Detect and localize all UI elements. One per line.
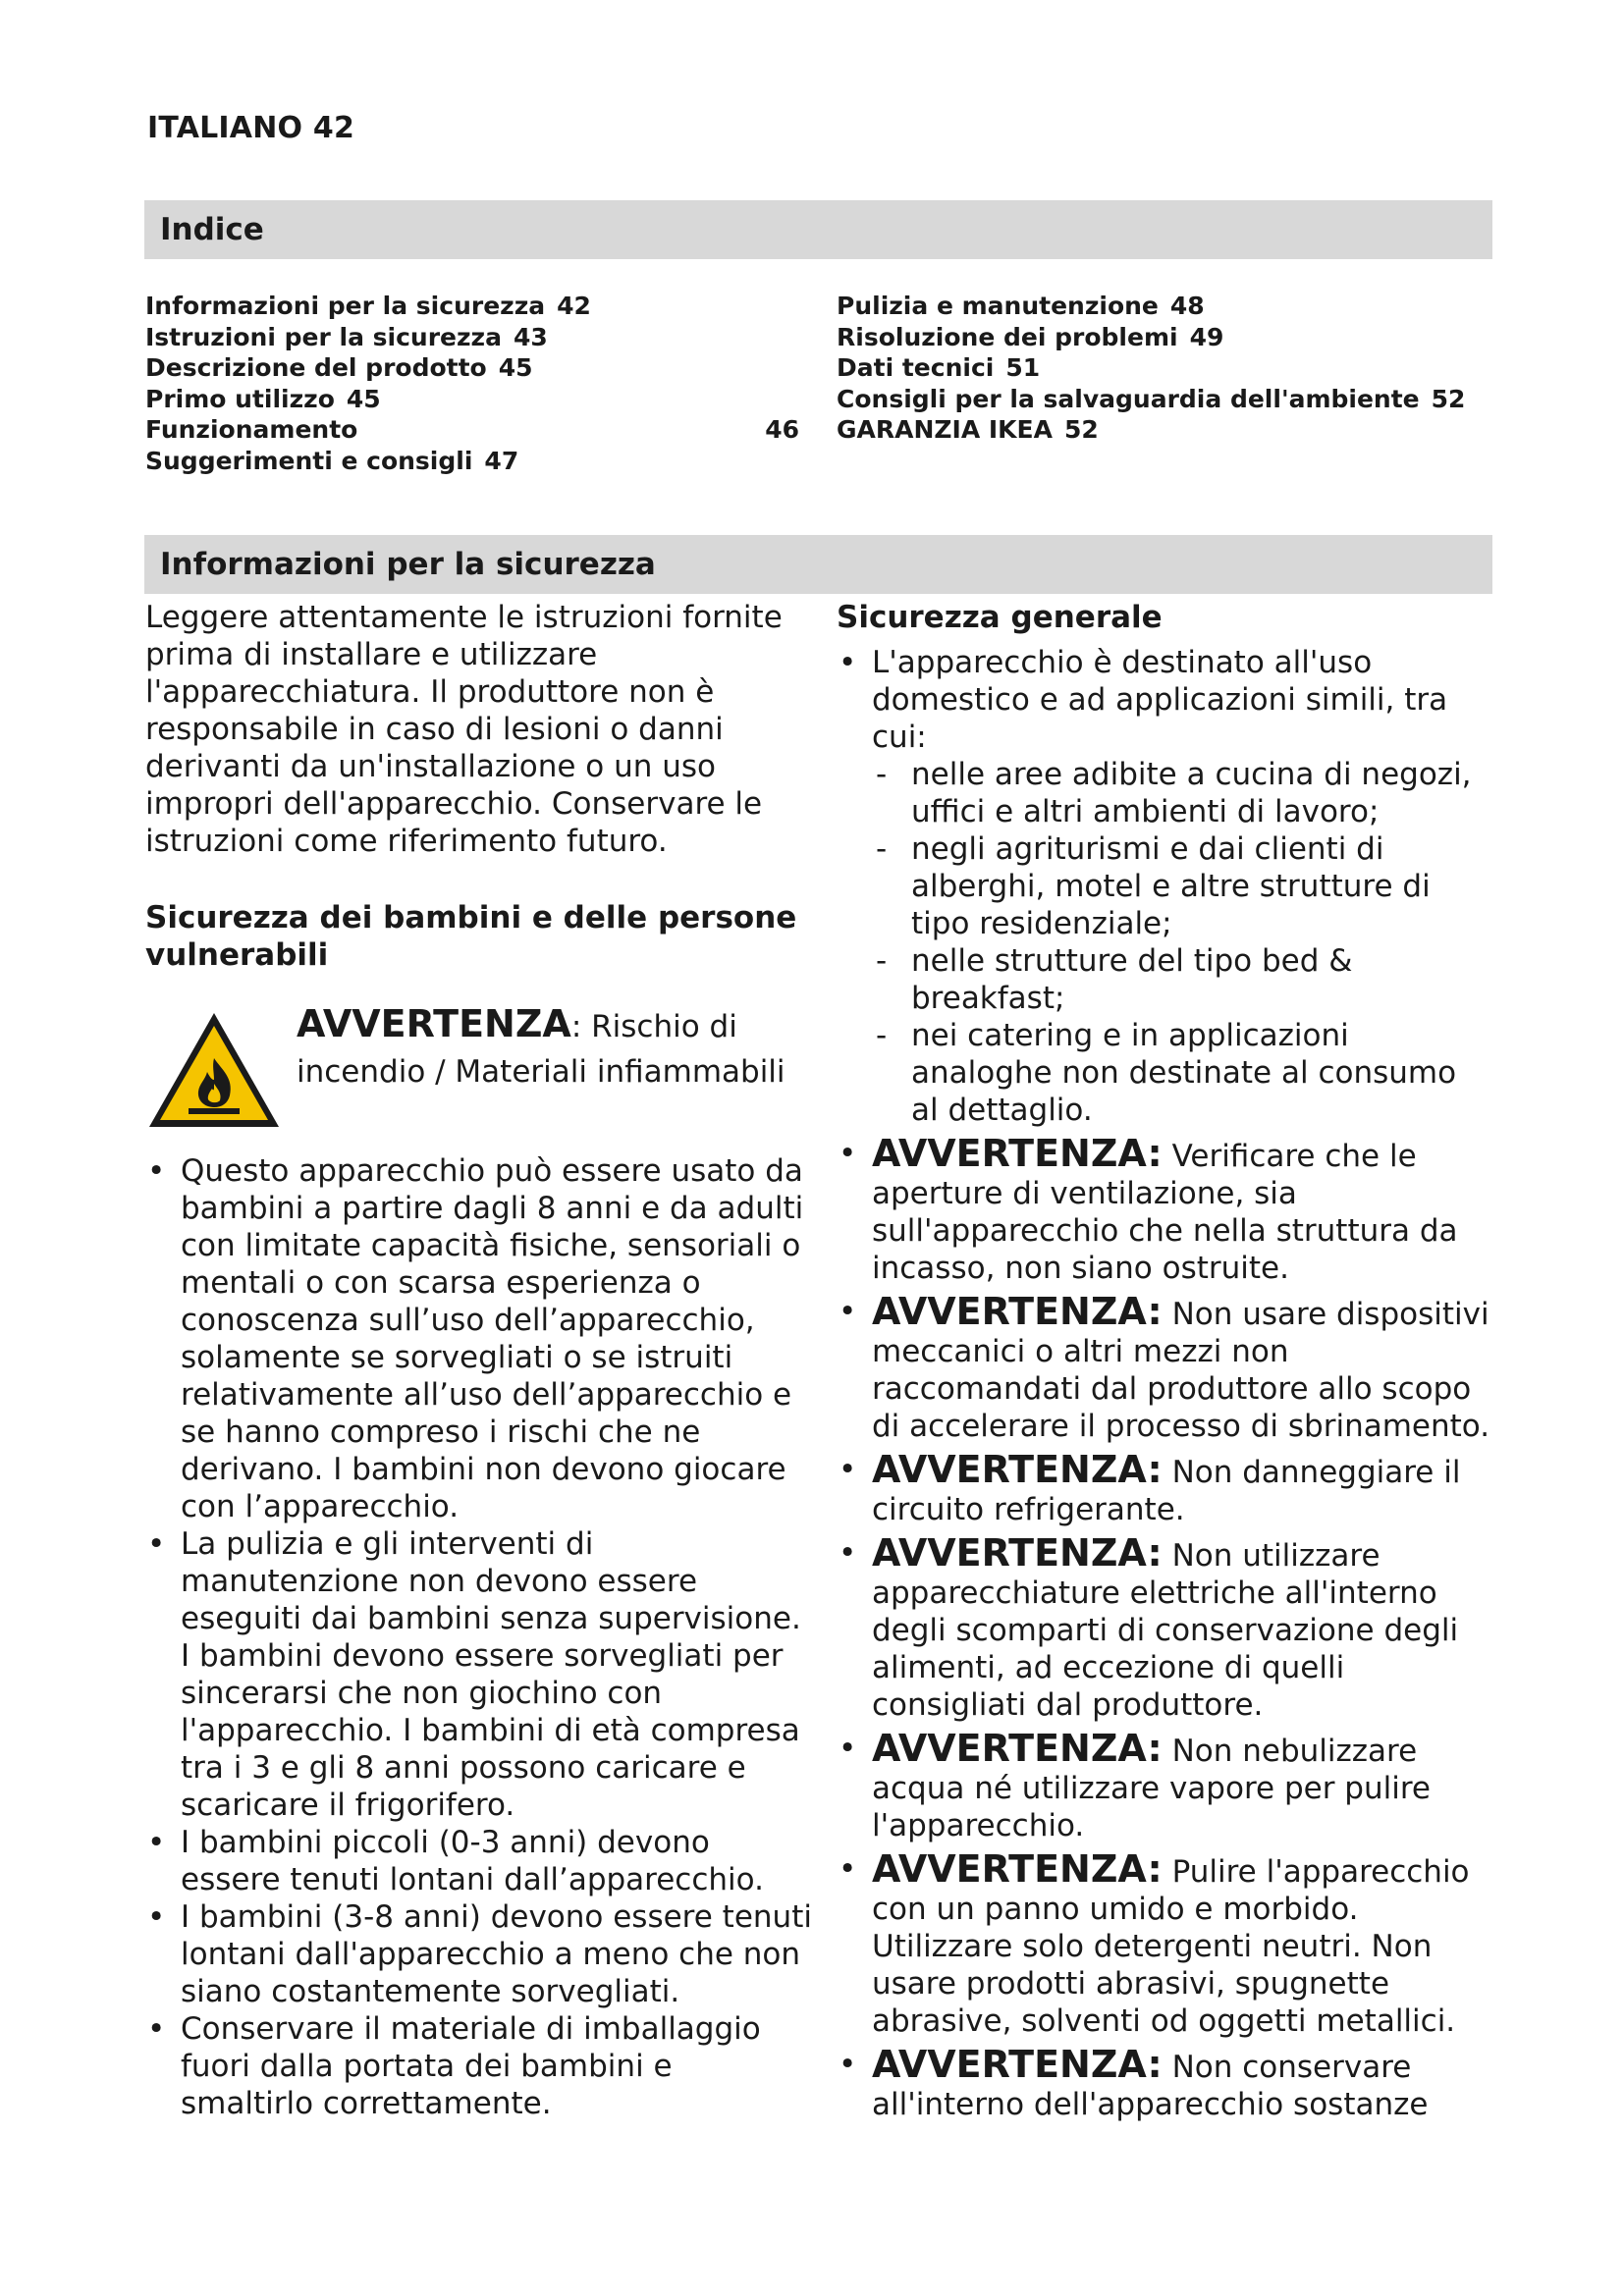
toc-entry[interactable]: Funzionamento 46 [145,415,799,444]
safety-heading: Informazioni per la sicurezza [144,535,1492,594]
warning-item: • AVVERTENZA: Non usare dispositivi meccanici o altri mezzi non raccomandati dal produttore allo scopo di accelerare il processo di sbrinamento. [837,1293,1492,1445]
sublist-item: - nelle aree adibite a cucina di negozi, uffici e altri ambienti di lavoro; [872,756,1492,830]
warning-item: • AVVERTENZA: Non nebulizzare acqua né utilizzare vapore per pulire l'apparecchio. [837,1730,1492,1844]
warning-item: • AVVERTENZA: Verificare che le aperture di ventilazione, sia sull'apparecchio che nella struttura da incasso, non siano ostruite. [837,1135,1492,1287]
children-safety-list [145,1152,813,2122]
general-sublist [872,756,1492,1129]
warning-item: • AVVERTENZA: Pulire l'apparecchio con un panno umido e morbido. Utilizzare solo detergenti neutri. Non usare prodotti abrasivi, spugnette abrasive, solventi od oggetti metallici. [837,1850,1492,2040]
sublist-item: - negli agriturismi e dai clienti di alberghi, motel e altre strutture di tipo residenziale; [872,830,1492,942]
fire-warning-text: AVVERTENZA: Rischio di incendio / Materiali infiammabili [297,1002,785,1090]
toc-right-column [837,291,1492,446]
general-safety-list [837,644,1492,1129]
toc-entry[interactable]: Istruzioni per la sicurezza 43 [145,322,548,351]
safety-intro: Leggere attentamente le istruzioni fornite prima di installare e utilizzare l'apparecchiatura. Il produttore non è responsabile in caso di lesioni o danni derivanti da un'installazione o un uso impropri dell'apparecchio. Conservare le istruzioni come riferimento futuro. [145,600,783,859]
warnings-list [837,1132,1492,2123]
toc-entry[interactable]: Suggerimenti e consigli 47 [145,446,519,475]
list-item: • Conservare il materiale di imballaggio fuori dalla portata dei bambini e smaltirlo correttamente. [145,2010,813,2122]
toc-entry[interactable]: Dati tecnici 51 [837,353,1041,382]
toc-entry[interactable]: Consigli per la salvaguardia dell'ambiente 52 [837,384,1466,413]
list-item [837,644,1492,1129]
toc-entry[interactable]: GARANZIA IKEA 52 [837,415,1099,444]
safety-right-column [837,599,1492,2123]
safety-left-column [145,599,813,2122]
children-safety-heading: Sicurezza dei bambini e delle persone vulnerabili [145,900,797,973]
toc-heading: Indice [144,200,1492,259]
general-intro: L'apparecchio è destinato all'uso domestico e ad applicazioni simili, tra cui: [872,645,1448,755]
toc-entry[interactable]: Informazioni per la sicurezza 42 [145,292,591,320]
warning-item: • AVVERTENZA: Non utilizzare apparecchiature elettriche all'interno degli scomparti di conservazione degli alimenti, ad eccezione di quelli consigliati dal produttore. [837,1534,1492,1724]
toc-entry[interactable]: Descrizione del prodotto 45 [145,353,533,382]
list-item: • La pulizia e gli interventi di manutenzione non devono essere eseguiti dai bambini senza supervisione. I bambini devono essere sorvegliati per sincerarsi che non giochino con l'apparecchio. I bambini di età compresa tra i 3 e gli 8 anni possono caricare e scaricare il frigorifero. [145,1525,813,1824]
page-header: ITALIANO 42 [147,111,355,145]
toc-entry[interactable]: Pulizia e manutenzione 48 [837,292,1205,320]
warning-item: • AVVERTENZA: Non conservare all'interno dell'apparecchio sostanze [837,2046,1492,2123]
general-safety-heading: Sicurezza generale [837,600,1163,635]
fire-warning [145,1001,813,1129]
list-item: • I bambini (3-8 anni) devono essere tenuti lontani dall'apparecchio a meno che non siano costantemente sorvegliati. [145,1898,813,2010]
list-item: • I bambini piccoli (0-3 anni) devono essere tenuti lontani dall’apparecchio. [145,1824,813,1898]
list-item: • Questo apparecchio può essere usato da bambini a partire dagli 8 anni e da adulti con limitate capacità fisiche, sensoriali o mentali o con scarsa esperienza o conoscenza sull’uso dell’apparecchio, solamente se sorvegliati o se istruiti relativamente all’uso dell’apparecchio e se hanno compreso i rischi che ne derivano. I bambini non devono giocare con l’apparecchio. [145,1152,813,1525]
sublist-item: - nei catering e in applicazioni analoghe non destinate al consumo al dettaglio. [872,1017,1492,1129]
sublist-item: - nelle strutture del tipo bed & breakfast; [872,942,1492,1017]
toc-left-column [145,291,803,476]
toc-entry[interactable]: Risoluzione dei problemi 49 [837,322,1224,351]
toc-entry[interactable]: Primo utilizzo 45 [145,384,381,413]
flammable-warning-icon [145,1009,283,1131]
warning-item: • AVVERTENZA: Non danneggiare il circuito refrigerante. [837,1451,1492,1528]
